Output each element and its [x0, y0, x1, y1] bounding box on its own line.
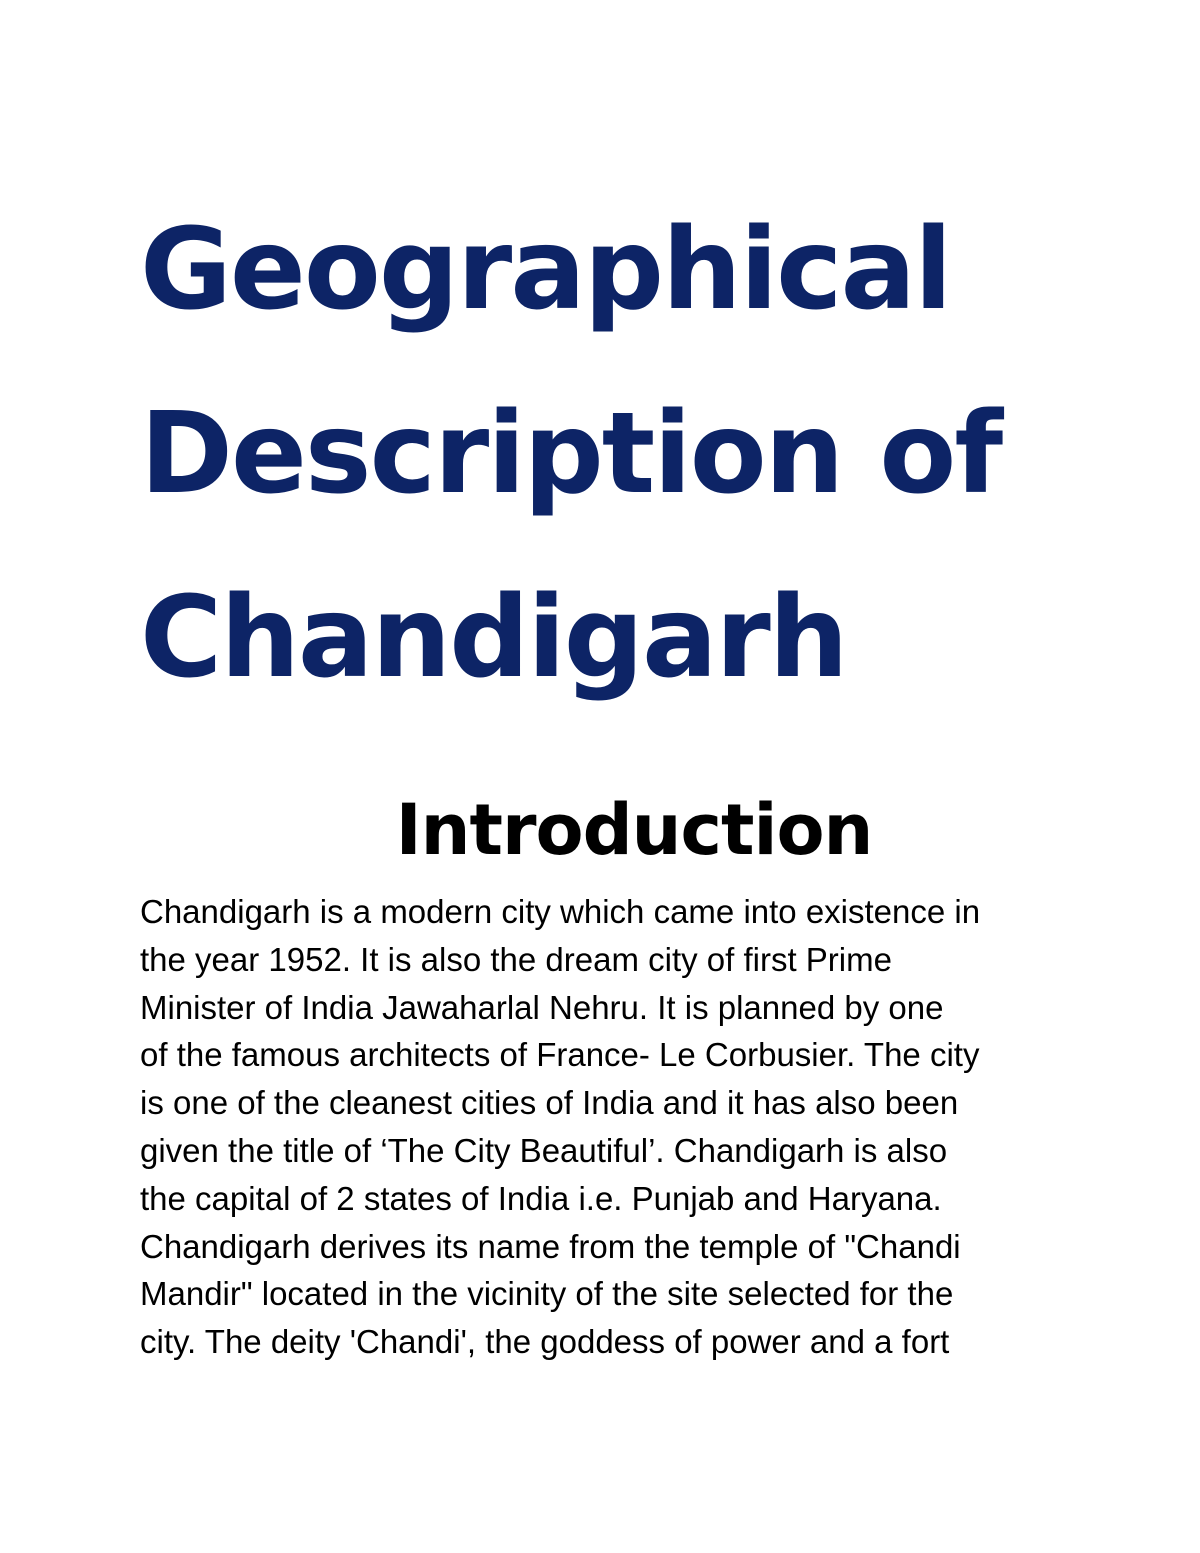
paragraph-line-9: Mandir" located in the vicinity of the site selected for the — [140, 1275, 954, 1313]
document-title — [140, 178, 1140, 730]
paragraph-line-5: is one of the cleanest cities of India and it has also been — [140, 1084, 959, 1122]
paragraph-line-3: Minister of India Jawaharlal Nehru. It is planned by one — [140, 988, 944, 1026]
title-line-2: Description of — [140, 389, 1002, 519]
paragraph-line-10: city. The deity 'Chandi', the goddess of power and a fort — [140, 1323, 950, 1361]
introduction-paragraph — [140, 888, 1080, 1366]
paragraph-line-8: Chandigarh derives its name from the temple of "Chandi — [140, 1227, 961, 1265]
paragraph-line-7: the capital of 2 states of India i.e. Punjab and Haryana. — [140, 1179, 942, 1217]
paragraph-line-6: given the title of ‘The City Beautiful’. Chandigarh is also — [140, 1131, 948, 1169]
section-heading-introduction: Introduction — [395, 789, 873, 871]
title-line-3: Chandigarh — [140, 573, 847, 703]
paragraph-line-2: the year 1952. It is also the dream city of first Prime — [140, 940, 892, 978]
title-line-1: Geographical — [140, 205, 951, 335]
paragraph-line-1: Chandigarh is a modern city which came into existence in — [140, 893, 981, 930]
paragraph-line-4: of the famous architects of France- Le Corbusier. The city — [140, 1036, 980, 1074]
